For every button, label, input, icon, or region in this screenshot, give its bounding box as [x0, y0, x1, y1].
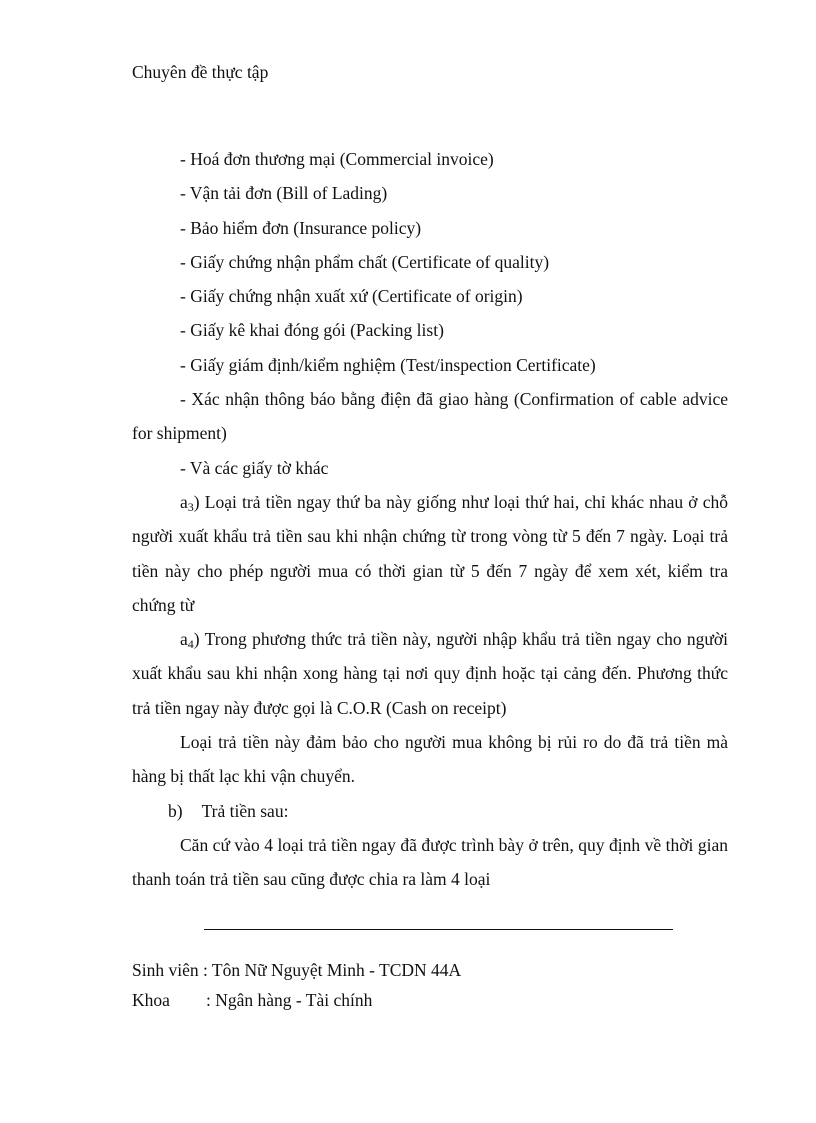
section-b-heading: [132, 794, 728, 828]
footer-faculty-label: Khoa: [132, 990, 170, 1010]
paragraph-note: Loại trả tiền này đảm bảo cho người mua không bị rủi ro do đã trả tiền mà hàng bị thất lạc khi vận chuyển.: [132, 732, 728, 787]
footer-student-label: Sinh viên: [132, 960, 199, 980]
page-header-title: Chuyên đề thực tập: [132, 62, 269, 82]
section-b-title: Trả tiền sau:: [201, 800, 289, 821]
paragraph-b: Căn cứ vào 4 loại trả tiền ngay đã được trình bày ở trên, quy định về thời gian thanh toán trả tiền sau cũng được chia ra làm 4 loại: [132, 834, 728, 890]
paragraph-a3-text: ) Loại trả tiền ngay thứ ba này giống như loại thứ hai, chỉ khác nhau ở chỗ người xuất khẩu trả tiền sau khi nhận chứng từ trong vòng từ 5 đến 7 ngày. Loại trả tiền này cho phép người mua có thời gian từ 5 đến 7 ngày để xem xét, kiểm tra chứng từ: [132, 491, 728, 615]
page-footer: [132, 955, 461, 1015]
footer-faculty-value: : Ngân hàng - Tài chính: [206, 990, 373, 1010]
list-item: - Vận tải đơn (Bill of Lading): [180, 183, 388, 204]
paragraph-a3-letter: a: [180, 491, 188, 512]
paragraph-a4: [132, 622, 728, 725]
section-b-label: b): [168, 800, 183, 821]
paragraph-a3: [132, 485, 728, 622]
list-item: - Giấy giám định/kiểm nghiệm (Test/inspection Certificate): [180, 354, 596, 375]
footer-student-row: [132, 955, 461, 985]
list-item: - Giấy chứng nhận phẩm chất (Certificate of quality): [180, 251, 550, 272]
list-item: - Bảo hiểm đơn (Insurance policy): [180, 217, 422, 238]
list-item: - Hoá đơn thương mại (Commercial invoice): [180, 149, 494, 169]
paragraph-a4-subscript: 4: [187, 637, 194, 652]
document-body: [132, 142, 728, 897]
footer-faculty-row: [132, 985, 461, 1015]
list-item: - Và các giấy tờ khác: [180, 457, 329, 478]
list-item-wrapped: - Xác nhận thông báo bằng điện đã giao hàng (Confirmation of cable advice for shipment): [132, 389, 728, 444]
paragraph-a4-text: ) Trong phương thức trả tiền này, người nhập khẩu trả tiền ngay cho người xuất khẩu sau khi nhận xong hàng tại nơi quy định hoặc tại cảng đến. Phương thức trả tiền ngay này được gọi là C.O.R (Cash on receipt): [132, 629, 728, 718]
paragraph-a4-letter: a: [180, 629, 188, 650]
list-item: - Giấy chứng nhận xuất xứ (Certificate of origin): [180, 286, 523, 307]
list-item: - Giấy kê khai đóng gói (Packing list): [180, 320, 444, 341]
footer-divider: [204, 929, 673, 930]
paragraph-a3-subscript: 3: [187, 499, 194, 514]
footer-student-value: : Tôn Nữ Nguyệt Minh - TCDN 44A: [202, 960, 462, 980]
